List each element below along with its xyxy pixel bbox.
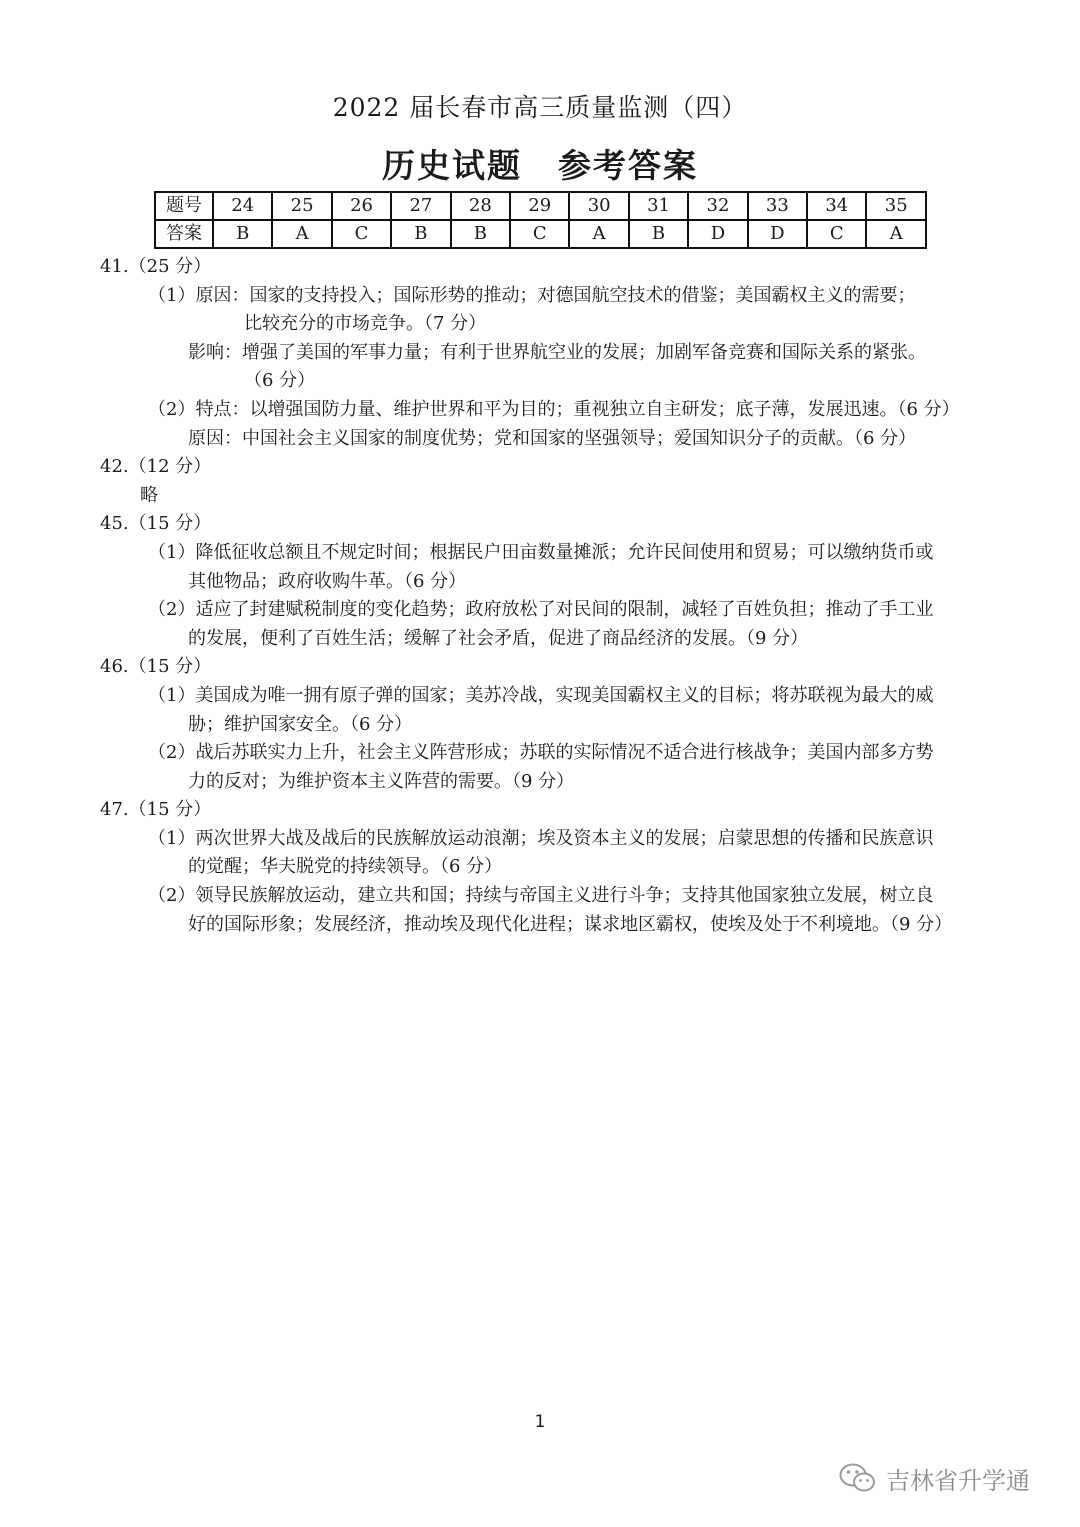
answer-line: 影响：增强了美国的军事力量；有利于世界航空业的发展；加剧军备竞赛和国际关系的紧张。 — [188, 341, 926, 363]
answer-line: （2）战后苏联实力上升，社会主义阵营形成；苏联的实际情况不适合进行核战争；美国内部多方势 — [148, 742, 934, 764]
question-number-cell: 33 — [748, 192, 807, 220]
answer-line: （1）两次世界大战及战后的民族解放运动浪潮；埃及资本主义的发展；启蒙思想的传播和民族意识 — [148, 827, 934, 849]
question-number-cell: 30 — [569, 192, 628, 220]
question-label: 45.（15 分） — [100, 513, 212, 535]
answer-cell: A — [866, 220, 926, 248]
watermark-text: 吉林省升学通 — [886, 1466, 1030, 1495]
question-number-cell: 31 — [629, 192, 688, 220]
title-subject: 历史试题 — [382, 146, 522, 185]
question-number-cell: 25 — [272, 192, 331, 220]
answer-line: 力的反对；为维护资本主义阵营的需要。（9 分） — [188, 770, 575, 792]
question-label: 41.（25 分） — [100, 256, 212, 277]
question-41 — [100, 253, 990, 453]
answer-line: （2）适应了封建赋税制度的变化趋势；政府放松了对民间的限制，减轻了百姓负担；推动了手工业 — [148, 599, 934, 621]
answer-cell: D — [688, 220, 747, 248]
answer-cell: B — [629, 220, 688, 248]
answer-line: （1）原因：国家的支持投入；国际形势的推动；对德国航空技术的借鉴；美国霸权主义的需要； — [148, 284, 916, 306]
page-title — [0, 140, 1080, 187]
question-number-cell: 29 — [510, 192, 569, 220]
answer-line: （1）降低征收总额且不规定时间；根据民户田亩数量摊派；允许民间使用和贸易；可以缴纳货币或 — [148, 541, 934, 563]
answer-content — [100, 253, 990, 939]
wechat-icon — [838, 1461, 878, 1495]
answer-cell: C — [807, 220, 866, 248]
question-number-cell: 34 — [807, 192, 866, 220]
answer-line: 的发展，便利了百姓生活；缓解了社会矛盾，促进了商品经济的发展。（9 分） — [188, 627, 809, 649]
answer-line: （2）领导民族解放运动，建立共和国；持续与帝国主义进行斗争；支持其他国家独立发展，树立良 — [148, 885, 934, 907]
answer-cell: D — [748, 220, 807, 248]
question-number-cell: 28 — [451, 192, 510, 220]
answer-cell: A — [569, 220, 628, 248]
page-number: 1 — [534, 1412, 546, 1432]
question-label: 46.（15 分） — [100, 656, 212, 678]
question-number-cell: 32 — [688, 192, 747, 220]
question-42 — [100, 453, 990, 510]
answer-line: （2）特点：以增强国防力量、维护世界和平为目的；重视独立自主研发；底子薄，发展迅速。（6 分） — [148, 398, 960, 420]
answer-line: 的觉醒；华夫脱党的持续领导。（6 分） — [188, 856, 503, 878]
question-number-row — [155, 192, 926, 220]
title-answers: 参考答案 — [558, 146, 698, 185]
answer-cell: C — [332, 220, 391, 248]
answer-line: （6 分） — [244, 370, 316, 392]
watermark — [838, 1458, 1030, 1498]
exam-subtitle: 2022 届长春市高三质量监测（四） — [332, 93, 748, 122]
answer-cell: A — [272, 220, 331, 248]
question-number-cell: 26 — [332, 192, 391, 220]
question-label: 47.（15 分） — [100, 799, 212, 821]
answer-line: 原因：中国社会主义国家的制度优势；党和国家的坚强领导；爱国知识分子的贡献。（6 分） — [188, 427, 917, 449]
row-label-answer: 答案 — [155, 220, 213, 248]
question-number-cell: 27 — [391, 192, 450, 220]
question-47 — [100, 796, 990, 939]
answer-line: 胁；维护国家安全。（6 分） — [188, 713, 413, 735]
answer-row — [155, 220, 926, 248]
question-45 — [100, 510, 990, 653]
question-46 — [100, 653, 990, 796]
answer-line: 略 — [140, 484, 158, 506]
question-label: 42.（12 分） — [100, 456, 212, 478]
answer-line: 好的国际形象；发展经济，推动埃及现代化进程；谋求地区霸权，使埃及处于不利境地。（9 分） — [188, 913, 953, 935]
answer-line: （1）美国成为唯一拥有原子弹的国家；美苏冷战，实现美国霸权主义的目标；将苏联视为最大的威 — [148, 684, 934, 706]
answer-cell: C — [510, 220, 569, 248]
answer-cell: B — [391, 220, 450, 248]
answer-line: 其他物品；政府收购牛革。（6 分） — [188, 570, 467, 592]
answer-cell: B — [451, 220, 510, 248]
answer-cell: B — [213, 220, 272, 248]
row-label-number: 题号 — [155, 192, 213, 220]
answer-line: 比较充分的市场竞争。（7 分） — [244, 313, 487, 335]
answer-key-table — [154, 191, 927, 249]
question-number-cell: 35 — [866, 192, 926, 220]
question-number-cell: 24 — [213, 192, 272, 220]
